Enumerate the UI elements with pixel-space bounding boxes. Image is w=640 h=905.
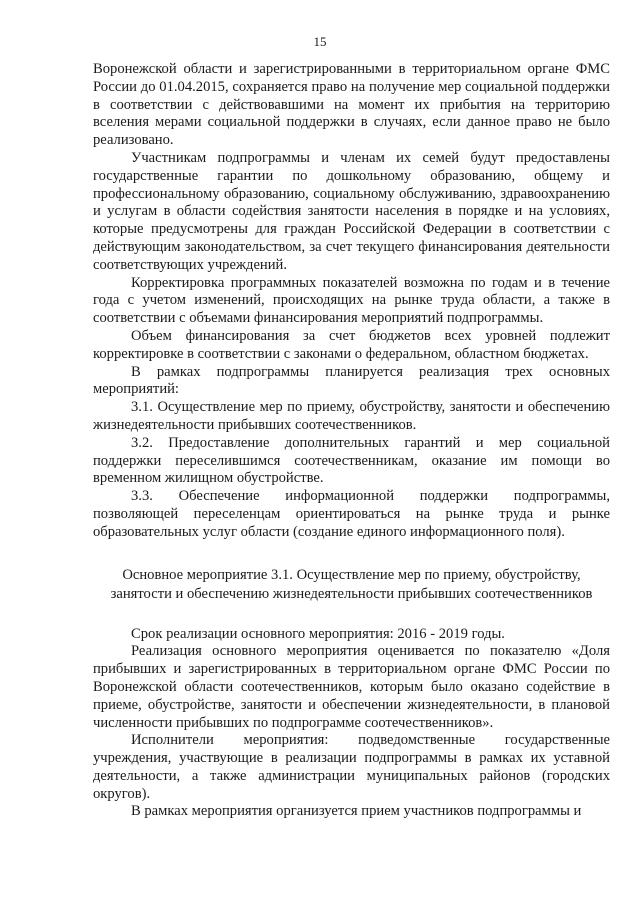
- paragraph: В рамках подпрограммы планируется реализация трех основных мероприятий:: [93, 363, 610, 398]
- paragraph: Воронежской области и зарегистрированными в территориальном органе ФМС России до 01.04.2015, сохраняется право на получение мер социальной поддержки в соответствии с действовавшими на момент их прибытия на территорию вселения мерами социальной поддержки в случаях, если данное право не было реализовано.: [93, 61, 610, 149]
- paragraph: Исполнители мероприятия: подведомственные государственные учреждения, участвующие в реализации подпрограммы в рамках их уставной деятельности, а также администрации муниципальных районов (городских округов).: [93, 732, 610, 802]
- section-heading: [93, 566, 610, 604]
- paragraph: Объем финансирования за счет бюджетов всех уровней подлежит корректировке в соответствии с законами о федеральном, областном бюджетах.: [93, 327, 610, 362]
- list-item: 3.2. Предоставление дополнительных гарантий и мер социальной поддержки переселившимся соотечественникам, оказание им помощи во временном жилищном обустройстве.: [93, 434, 610, 487]
- document-body: [93, 61, 610, 821]
- paragraph: Срок реализации основного мероприятия: 2016 - 2019 годы.: [131, 625, 505, 642]
- paragraph: Корректировка программных показателей возможна по годам и в течение года с учетом изменений, происходящих на рынке труда области, а также в соответствии с объемами финансирования мероприятий подпрограммы.: [93, 274, 610, 327]
- section-heading-line: занятости и обеспечению жизнедеятельности прибывших соотечественников: [110, 585, 593, 602]
- paragraph: Реализация основного мероприятия оценивается по показателю «Доля прибывших и зарегистрированных в территориальном органе ФМС России по Воронежской области соотечественников, которым было оказано содействие в приеме, обустройстве, занятости и обеспечении жизнедеятельности, в плановой численности прибывших по подпрограмме соотечественников».: [93, 643, 610, 731]
- page-number: 15: [313, 34, 327, 49]
- section-heading-line: Основное мероприятие 3.1. Осуществление мер по приему, обустройству,: [122, 566, 581, 583]
- paragraph: В рамках мероприятия организуется прием участников подпрограммы и: [131, 803, 582, 820]
- paragraph: Участникам подпрограммы и членам их семей будут предоставлены государственные гарантии по дошкольному образованию, общему и профессиональному образованию, социальному обслуживанию, здравоохранению и услугам в области содействия занятости населения в порядке и на условиях, которые предусмотрены для граждан Российской Федерации в соответствии с действующим законодательством, за счет текущего финансирования деятельности соответствующих учреждений.: [93, 149, 610, 273]
- list-item: 3.1. Осуществление мер по приему, обустройству, занятости и обеспечению жизнедеятельности прибывших соотечественников.: [93, 399, 610, 433]
- list-item: 3.3. Обеспечение информационной поддержки подпрограммы, позволяющей переселенцам ориентироваться на рынке труда и рынке образовательных услуг области (создание единого информационного поля).: [93, 488, 610, 540]
